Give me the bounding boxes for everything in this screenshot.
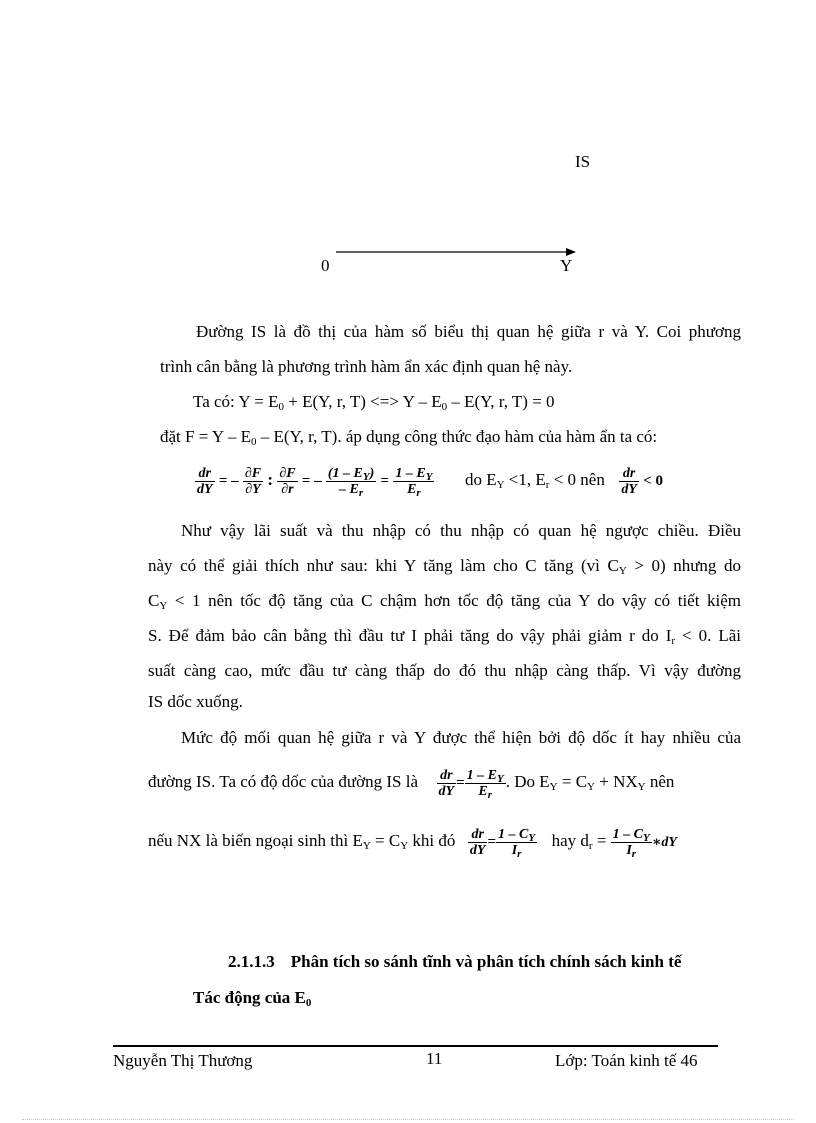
implicit-derivative-formula: $\frac{dr}{dY}$ = – $\frac{\partial F}{\partial Y}$ : $\frac{\partial F}{\partial r}$ = – $\frac{(1 - E_Y)}{- E_r}$ = $\frac{1 - E_Y}{E_r}$ do $E_Y <1$, $E_r < 0$ nên $\frac{dr}{dY}$ < 0 <box>197 465 663 499</box>
fraction-1-minus-ey-over-minus-er: $\frac{(1 - E_Y)}{- E_r}$ <box>327 465 375 499</box>
paragraph-4-line-6: IS dốc xuống. <box>148 692 243 711</box>
fraction-slope-1-minus-ey: $\frac{1 - E_Y}{E_r}$ <box>466 767 504 801</box>
x-axis-label: Y <box>560 256 573 275</box>
fraction-slope-dr-dy: $\frac{dr}{dY}$ <box>438 767 455 799</box>
equation-line: Ta có: $Y = E_0 + E(Y$, r, T) <=> Y – $E_0 - E(Y$, r, T) = 0 <box>193 392 555 413</box>
footer-rule <box>113 1045 718 1047</box>
fraction-dF-dr: $\frac{\partial F}{\partial r}$ <box>279 465 296 497</box>
fraction-1-minus-cy-over-ir-2: $\frac{1 - C_Y}{I_r}$ <box>612 826 650 860</box>
fraction-1-minus-ey-over-er: $\frac{1 - E_Y}{E_r}$ <box>395 465 433 499</box>
paragraph-5-line-1: Mức độ mối quan hệ giữa r và Y được thể hiện bởi độ dốc ít hay nhiều của <box>181 728 741 747</box>
paragraph-4-line-2: này có thể giải thích như sau: khi Y tăng làm cho C tăng (vì $C_Y > 0$) nhưng do <box>148 556 741 577</box>
x-axis-arrow <box>330 243 580 259</box>
paragraph-4-line-5: suất càng cao, mức đầu tư càng thấp do đó thu nhập càng thấp. Vì vậy đường <box>148 661 741 680</box>
footer-class-label: Lớp: Toán kinh tế 46 <box>555 1051 698 1070</box>
fraction-dr-dy: $\frac{dr}{dY}$ <box>197 465 213 497</box>
page-bottom-edge <box>22 1119 794 1120</box>
fraction-dr-dy-2: $\frac{dr}{dY}$ <box>469 826 486 858</box>
fraction-dF-dY: $\frac{\partial F}{\partial Y}$ <box>244 465 262 497</box>
footer-author: Nguyễn Thị Thương <box>113 1051 253 1070</box>
section-heading: 2.1.1.3 Phân tích so sánh tĩnh và phân tích chính sách kinh tế <box>228 952 682 971</box>
origin-label: 0 <box>321 256 330 275</box>
footer-page-number: 11 <box>426 1049 443 1068</box>
fraction-1-minus-cy-over-ir: $\frac{1 - C_Y}{I_r}$ <box>498 826 536 860</box>
paragraph-4-line-3: $C_Y < 1$ nên tốc độ tăng của C chậm hơn tốc độ tăng của Y do vậy có tiết kiệm <box>148 591 741 612</box>
condition-text: do $E_Y <1$, $E_r < 0$ nên <box>464 470 605 491</box>
section-subtitle: Tác động của $E_0$ <box>193 988 312 1009</box>
fraction-dr-dy-result: $\frac{dr}{dY}$ <box>621 465 637 497</box>
paragraph-1-line-1: Đường IS là đồ thị của hàm số biểu thị quan hệ giữa r và Y. Coi phương <box>196 322 741 341</box>
paragraph-5-line-2: đường IS. Ta có độ dốc của đường IS là $\frac{dr}{dY}$ = $\frac{1 - E_Y}{E_r}$ . Do $E_Y = C_Y + NX_Y$ nên <box>148 767 675 801</box>
is-curve-label: IS <box>575 152 591 171</box>
define-f-line: đặt $F = Y - E_0 - E(Y$, r, T). áp dụng công thức đạo hàm của hàm ẩn ta có: <box>160 427 658 448</box>
paragraph-4-line-1: Như vậy lãi suất và thu nhập có thu nhập có quan hệ ngược chiều. Điều <box>181 521 741 540</box>
paragraph-1-line-2: trình cân bằng là phương trình hàm ẩn xác định quan hệ này. <box>160 357 573 376</box>
paragraph-5-line-3: nếu NX là biến ngoại sinh thì $E_Y = C_Y$ khi đó $\frac{dr}{dY}$ = $\frac{1 - C_Y}{I_r}$ hay $d_r$ = $\frac{1 - C_Y}{I_r}$ ∗dY <box>148 826 677 860</box>
paragraph-4-line-4: S. Để đảm bảo cân bằng thì đầu tư I phải tăng do vậy phải giảm r do $I_r < 0$. Lãi <box>148 626 741 647</box>
